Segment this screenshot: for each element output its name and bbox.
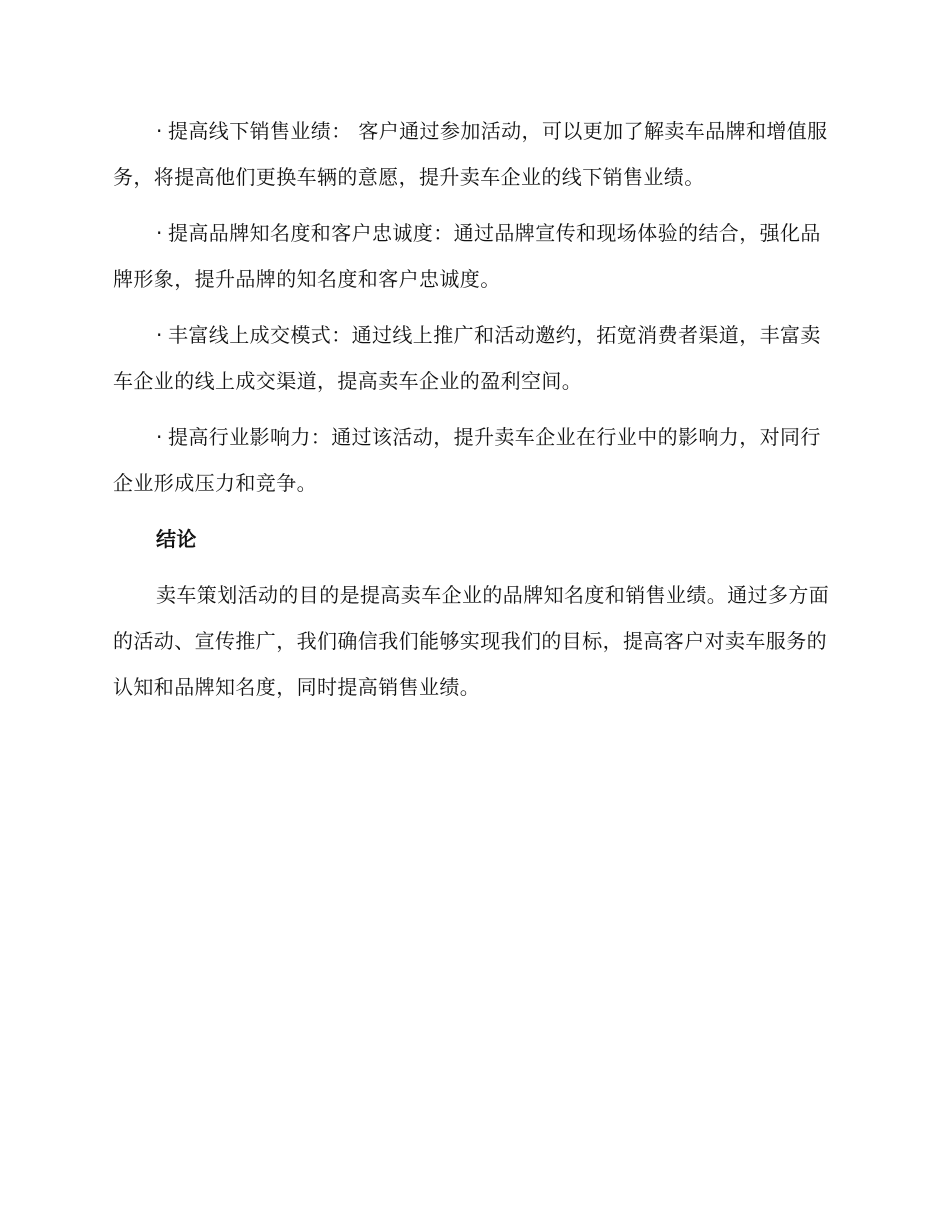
- bullet-marker: ·: [156, 119, 163, 143]
- bullet-marker: ·: [156, 425, 163, 449]
- bullet-text: 提高线下销售业绩： 客户通过参加活动，可以更加了解卖车品牌和增值服务，将提高他们更换车辆的意愿，提升卖车企业的线下销售业绩。: [113, 119, 828, 189]
- conclusion-paragraph: 卖车策划活动的目的是提高卖车企业的品牌知名度和销售业绩。通过多方面的活动、宣传推广，我们确信我们能够实现我们的目标，提高客户对卖车服务的认知和品牌知名度，同时提高销售业绩。: [113, 583, 830, 699]
- conclusion-heading: 结论: [156, 527, 197, 551]
- bullet-paragraph-1: [113, 108, 833, 200]
- bullet-paragraph-4: [113, 414, 833, 506]
- bullet-text: 提高品牌知名度和客户忠诚度：通过品牌宣传和现场体验的结合，强化品牌形象，提升品牌的知名度和客户忠诚度。: [113, 221, 821, 291]
- document-body: [113, 108, 833, 720]
- bullet-text: 提高行业影响力：通过该活动，提升卖车企业在行业中的影响力，对同行企业形成压力和竞争。: [113, 425, 821, 495]
- bullet-marker: ·: [156, 221, 163, 245]
- bullet-marker: ·: [156, 323, 163, 347]
- bullet-text: 丰富线上成交模式：通过线上推广和活动邀约，拓宽消费者渠道，丰富卖车企业的线上成交渠道，提高卖车企业的盈利空间。: [113, 323, 821, 393]
- bullet-paragraph-3: [113, 312, 833, 404]
- bullet-paragraph-2: [113, 210, 833, 302]
